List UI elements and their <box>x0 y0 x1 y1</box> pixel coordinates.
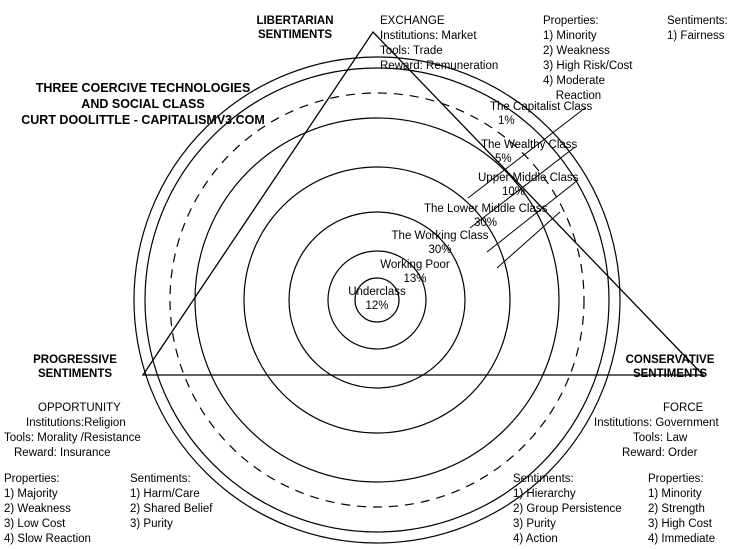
force-sentiment-4: 4) Action <box>513 533 558 545</box>
exchange-property-4: 4) Moderate <box>543 75 606 87</box>
class-label-lower-middle <box>424 203 624 230</box>
force-sentiment-2: 2) Group Persistence <box>513 503 622 515</box>
exchange-property-4b: Reaction <box>543 90 602 102</box>
force-property-4: 4) Immediate <box>648 533 716 545</box>
class-working-poor-pct: 13% <box>403 272 427 285</box>
progressive-line-1: PROGRESSIVE <box>33 354 117 366</box>
opportunity-reward: Reward: Insurance <box>14 447 111 459</box>
corner-label-conservative <box>600 353 740 381</box>
class-underclass-name: Underclass <box>348 286 406 298</box>
force-heading: FORCE <box>663 402 704 414</box>
opportunity-sentiment-3: 3) Purity <box>130 518 173 530</box>
opportunity-property-2: 2) Weakness <box>4 503 71 515</box>
class-label-wealthy <box>481 139 671 166</box>
exchange-property-3: 3) High Risk/Cost <box>543 60 633 72</box>
conservative-line-2: SENTIMENTS <box>632 368 708 380</box>
opportunity-property-1: 1) Majority <box>4 488 58 500</box>
progressive-line-2: SENTIMENTS <box>37 368 113 380</box>
force-properties-heading: Properties: <box>648 473 704 485</box>
exchange-sentiment-1: 1) Fairness <box>667 30 725 42</box>
exchange-tools: Tools: Trade <box>380 45 443 57</box>
class-upper-middle-name: Upper Middle Class <box>478 172 579 184</box>
opportunity-sentiments-heading: Sentiments: <box>130 473 191 485</box>
opportunity-sentiment-2: 2) Shared Belief <box>130 503 213 515</box>
opportunity-property-3: 3) Low Cost <box>4 518 66 530</box>
force-property-3: 3) High Cost <box>648 518 712 530</box>
class-underclass-pct: 12% <box>365 299 389 312</box>
exchange-properties-heading: Properties: <box>543 15 599 27</box>
opportunity-sentiment-1: 1) Harm/Care <box>130 488 200 500</box>
class-lower-middle-name: The Lower Middle Class <box>424 203 548 215</box>
opportunity-property-4: 4) Slow Reaction <box>4 533 91 545</box>
class-capitalist-name: The Capitalist Class <box>490 101 593 113</box>
force-sentiment-3: 3) Purity <box>513 518 556 530</box>
corner-label-libertarian <box>200 14 390 42</box>
class-working-poor-name: Working Poor <box>380 259 450 271</box>
force-property-1: 1) Minority <box>648 488 702 500</box>
force-institutions: Institutions: Government <box>594 417 719 429</box>
opportunity-properties-heading: Properties: <box>4 473 60 485</box>
class-label-underclass <box>317 286 437 313</box>
exchange-sentiments-heading: Sentiments: <box>667 15 728 27</box>
title-line-3: CURT DOOLITTLE - CAPITALISMV3.COM <box>21 113 265 127</box>
title-line-1: THREE COERCIVE TECHNOLOGIES <box>35 81 251 95</box>
class-capitalist-pct: 1% <box>498 114 515 127</box>
class-label-capitalist <box>490 101 680 128</box>
title-line-2: AND SOCIAL CLASS <box>81 97 205 111</box>
opportunity-institutions: Institutions:Religion <box>26 417 126 429</box>
force-tools: Tools: Law <box>633 432 688 444</box>
exchange-property-1: 1) Minority <box>543 30 597 42</box>
exchange-reward: Reward: Remuneration <box>380 60 499 72</box>
corner-label-progressive <box>10 353 140 381</box>
class-lower-middle-pct: 30% <box>474 216 498 229</box>
force-sentiment-1: 1) Hierarchy <box>513 488 576 500</box>
class-label-working-poor <box>340 259 490 286</box>
opportunity-heading: OPPORTUNITY <box>38 402 121 414</box>
conservative-line-1: CONSERVATIVE <box>625 354 715 366</box>
force-reward: Reward: Order <box>622 447 698 459</box>
class-wealthy-pct: 5% <box>495 152 512 165</box>
class-upper-middle-pct: 10% <box>502 185 526 198</box>
exchange-institutions: Institutions: Market <box>380 30 477 42</box>
exchange-block <box>380 14 535 29</box>
libertarian-line-1: LIBERTARIAN <box>256 15 334 27</box>
class-working-name: The Working Class <box>391 230 489 242</box>
class-working-pct: 30% <box>428 243 452 256</box>
page-title <box>18 80 268 128</box>
force-property-2: 2) Strength <box>648 503 705 515</box>
force-sentiments-heading: Sentiments: <box>513 473 574 485</box>
exchange-property-2: 2) Weakness <box>543 45 610 57</box>
class-label-upper-middle <box>478 172 668 199</box>
class-wealthy-name: The Wealthy Class <box>481 139 578 151</box>
exchange-heading: EXCHANGE <box>380 15 445 27</box>
class-label-working <box>360 230 520 257</box>
libertarian-line-2: SENTIMENTS <box>257 29 333 41</box>
opportunity-tools: Tools: Morality /Resistance <box>4 432 141 444</box>
